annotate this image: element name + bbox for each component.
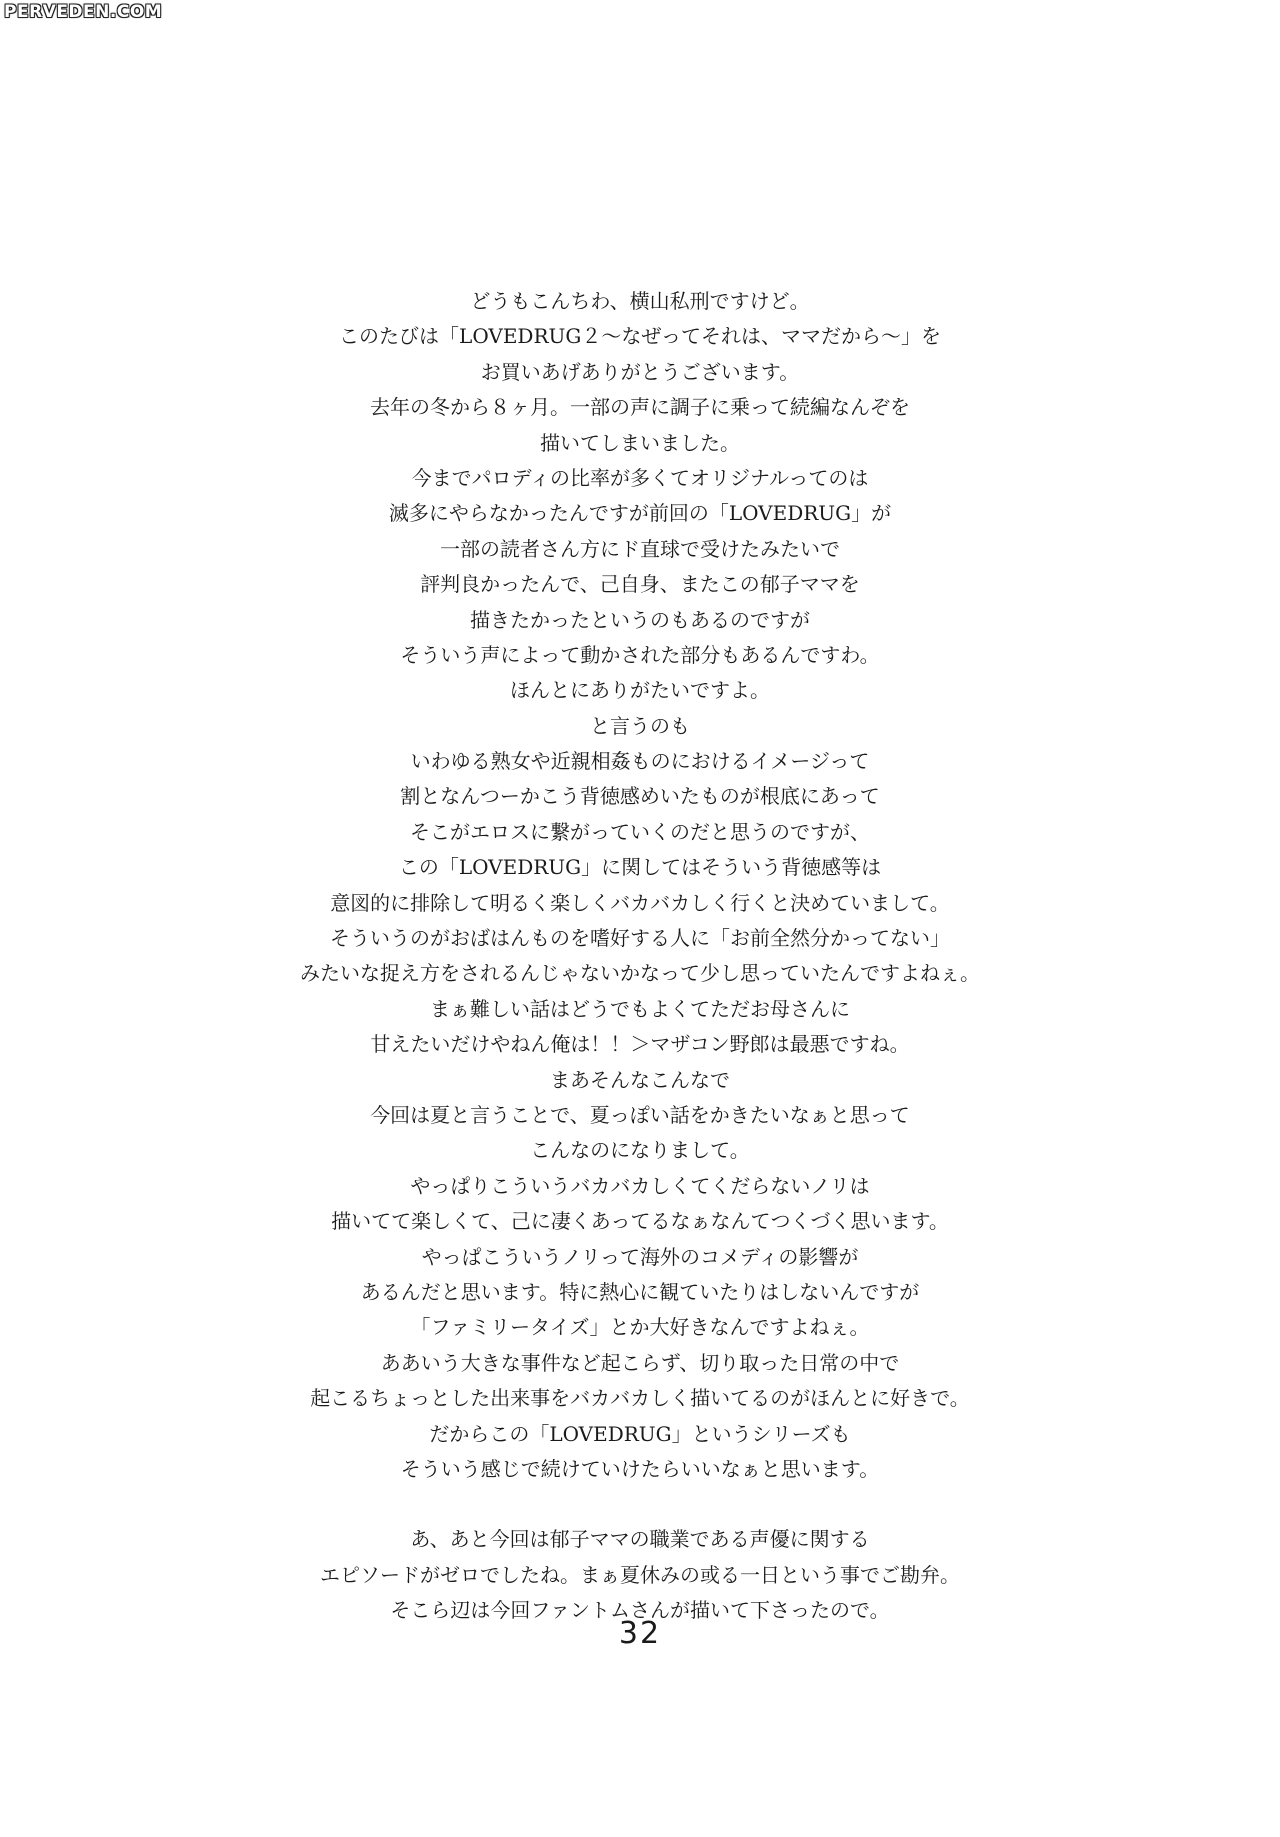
text-line: 「ファミリータイズ」とか大好きなんですよねぇ。 bbox=[410, 1315, 870, 1340]
text-line: 描きたかったというのもあるのですが bbox=[470, 607, 810, 632]
text-line: と言うのも bbox=[590, 713, 690, 738]
text-line: 描いてしまいました。 bbox=[540, 430, 740, 455]
text-line: やっぱこういうノリって海外のコメディの影響が bbox=[421, 1244, 859, 1269]
text-line: お買いあげありがとうございます。 bbox=[480, 359, 800, 384]
text-line: だからこの「LOVEDRUG」というシリーズも bbox=[429, 1421, 851, 1446]
page-number: 32 bbox=[618, 1616, 662, 1651]
text-line: 今までパロディの比率が多くてオリジナルってのは bbox=[411, 465, 869, 490]
text-line: ああいう大きな事件など起こらず、切り取った日常の中で bbox=[380, 1350, 900, 1375]
afterword-text bbox=[0, 284, 1280, 1628]
text-line: そこら辺は今回ファントムさんが描いて下さったので。 bbox=[390, 1598, 890, 1623]
text-line: みたいな捉え方をされるんじゃないかなって少し思っていたんですよねぇ。 bbox=[300, 961, 980, 986]
text-line: 今回は夏と言うことで、夏っぽい話をかきたいなぁと思って bbox=[370, 1102, 910, 1127]
text-line: そういうのがおばはんものを嗜好する人に「お前全然分かってない」 bbox=[330, 926, 950, 951]
text-line: どうもこんちわ、横山私刑ですけど。 bbox=[470, 289, 810, 313]
text-line: まぁ難しい話はどうでもよくてただお母さんに bbox=[430, 996, 850, 1021]
paragraph-gap bbox=[0, 1487, 1280, 1522]
text-line: あ、あと今回は郁子ママの職業である声優に関する bbox=[410, 1527, 870, 1552]
text-line: この「LOVEDRUG」に関してはそういう背徳感等は bbox=[398, 855, 882, 880]
paragraph-postscript bbox=[0, 1522, 1280, 1628]
text-line: 一部の読者さん方にド直球で受けたみたいで bbox=[440, 536, 840, 561]
text-line: いわゆる熟女や近親相姦ものにおけるイメージって bbox=[410, 749, 870, 774]
text-line: 割となんつーかこう背徳感めいたものが根底にあって bbox=[400, 784, 880, 809]
text-line: そういう声によって動かされた部分もあるんですわ。 bbox=[400, 642, 880, 667]
text-line: まあそんなこんなで bbox=[550, 1067, 730, 1092]
text-line: 去年の冬から８ヶ月。一部の声に調子に乗って続編なんぞを bbox=[370, 395, 910, 420]
text-line: 甘えたいだけやねん俺は！！＞マザコン野郎は最悪ですね。 bbox=[370, 1032, 910, 1057]
text-line: そういう感じで続けていけたらいいなぁと思います。 bbox=[400, 1456, 880, 1481]
site-watermark: PERVEDEN.COM bbox=[4, 2, 163, 22]
text-line: 評判良かったんで、己自身、またこの郁子ママを bbox=[420, 572, 860, 597]
text-line: 起こるちょっとした出来事をバカバカしく描いてるのがほんとに好きで。 bbox=[310, 1386, 970, 1411]
text-line: 滅多にやらなかったんですが前回の「LOVEDRUG」が bbox=[388, 501, 892, 526]
text-line: そこがエロスに繋がっていくのだと思うのですが、 bbox=[410, 819, 870, 844]
text-line: あるんだと思います。特に熱心に観ていたりはしないんですが bbox=[360, 1279, 920, 1304]
text-line: こんなのになりまして。 bbox=[530, 1138, 750, 1163]
text-line: このたびは「LOVEDRUG２～なぜってそれは、ママだから～」を bbox=[339, 324, 941, 349]
text-line: やっぱりこういうバカバカしくてくだらないノリは bbox=[410, 1173, 870, 1198]
paragraph-main bbox=[0, 284, 1280, 1487]
text-line: 意図的に排除して明るく楽しくバカバカしく行くと決めていまして。 bbox=[330, 890, 950, 915]
text-line: エピソードがゼロでしたね。まぁ夏休みの或る一日という事でご勘弁。 bbox=[320, 1562, 960, 1587]
text-line: ほんとにありがたいですよ。 bbox=[510, 678, 770, 703]
text-line: 描いてて楽しくて、己に凄くあってるなぁなんてつくづく思います。 bbox=[331, 1209, 949, 1234]
